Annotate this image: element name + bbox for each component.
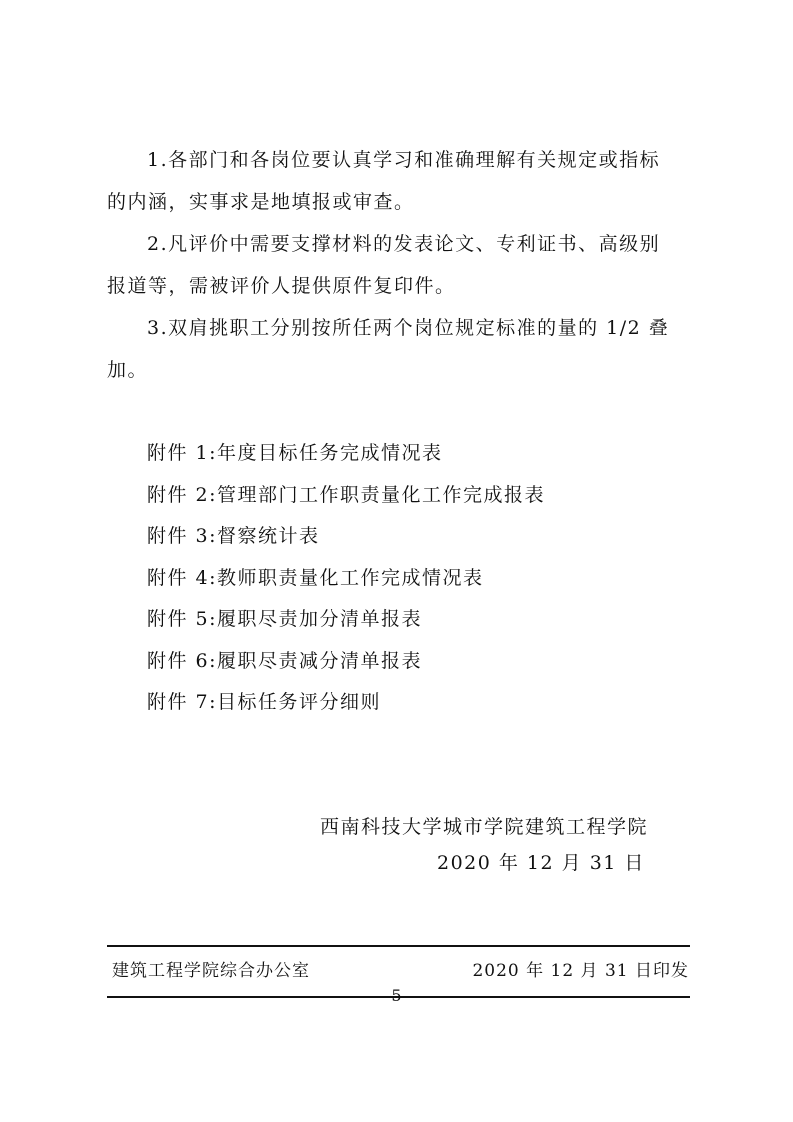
attachment-item: 附件 5:履职尽责加分清单报表 (147, 608, 423, 630)
footer-top-rule (107, 945, 690, 947)
signature-organization: 西南科技大学城市学院建筑工程学院 (320, 816, 649, 838)
attachment-item: 附件 3:督察统计表 (147, 525, 320, 547)
note-2-line-2: 报道等，需被评价人提供原件复印件。 (107, 275, 456, 297)
attachment-item: 附件 2:管理部门工作职责量化工作完成报表 (147, 484, 546, 506)
page-number: 5 (391, 986, 402, 1005)
attachment-item: 附件 6:履职尽责减分清单报表 (147, 650, 423, 672)
note-1-line-1: 1.各部门和各岗位要认真学习和准确理解有关规定或指标 (147, 149, 661, 171)
footer-issue-date: 2020 年 12 月 31 日印发 (472, 961, 689, 981)
attachment-item: 附件 1:年度目标任务完成情况表 (147, 442, 443, 464)
note-1-line-2: 的内涵，实事求是地填报或审查。 (107, 191, 415, 213)
attachment-item: 附件 7:目标任务评分细则 (147, 691, 382, 713)
note-2-line-1: 2.凡评价中需要支撑材料的发表论文、专利证书、高级别 (147, 233, 661, 255)
attachment-item: 附件 4:教师职责量化工作完成情况表 (147, 567, 484, 589)
note-3-line-1: 3.双肩挑职工分别按所任两个岗位规定标准的量的 1/2 叠 (147, 317, 670, 339)
signature-date: 2020 年 12 月 31 日 (437, 852, 645, 874)
footer-bottom-rule (107, 996, 690, 998)
footer-office: 建筑工程学院综合办公室 (112, 961, 310, 981)
note-3-line-2: 加。 (107, 359, 149, 381)
